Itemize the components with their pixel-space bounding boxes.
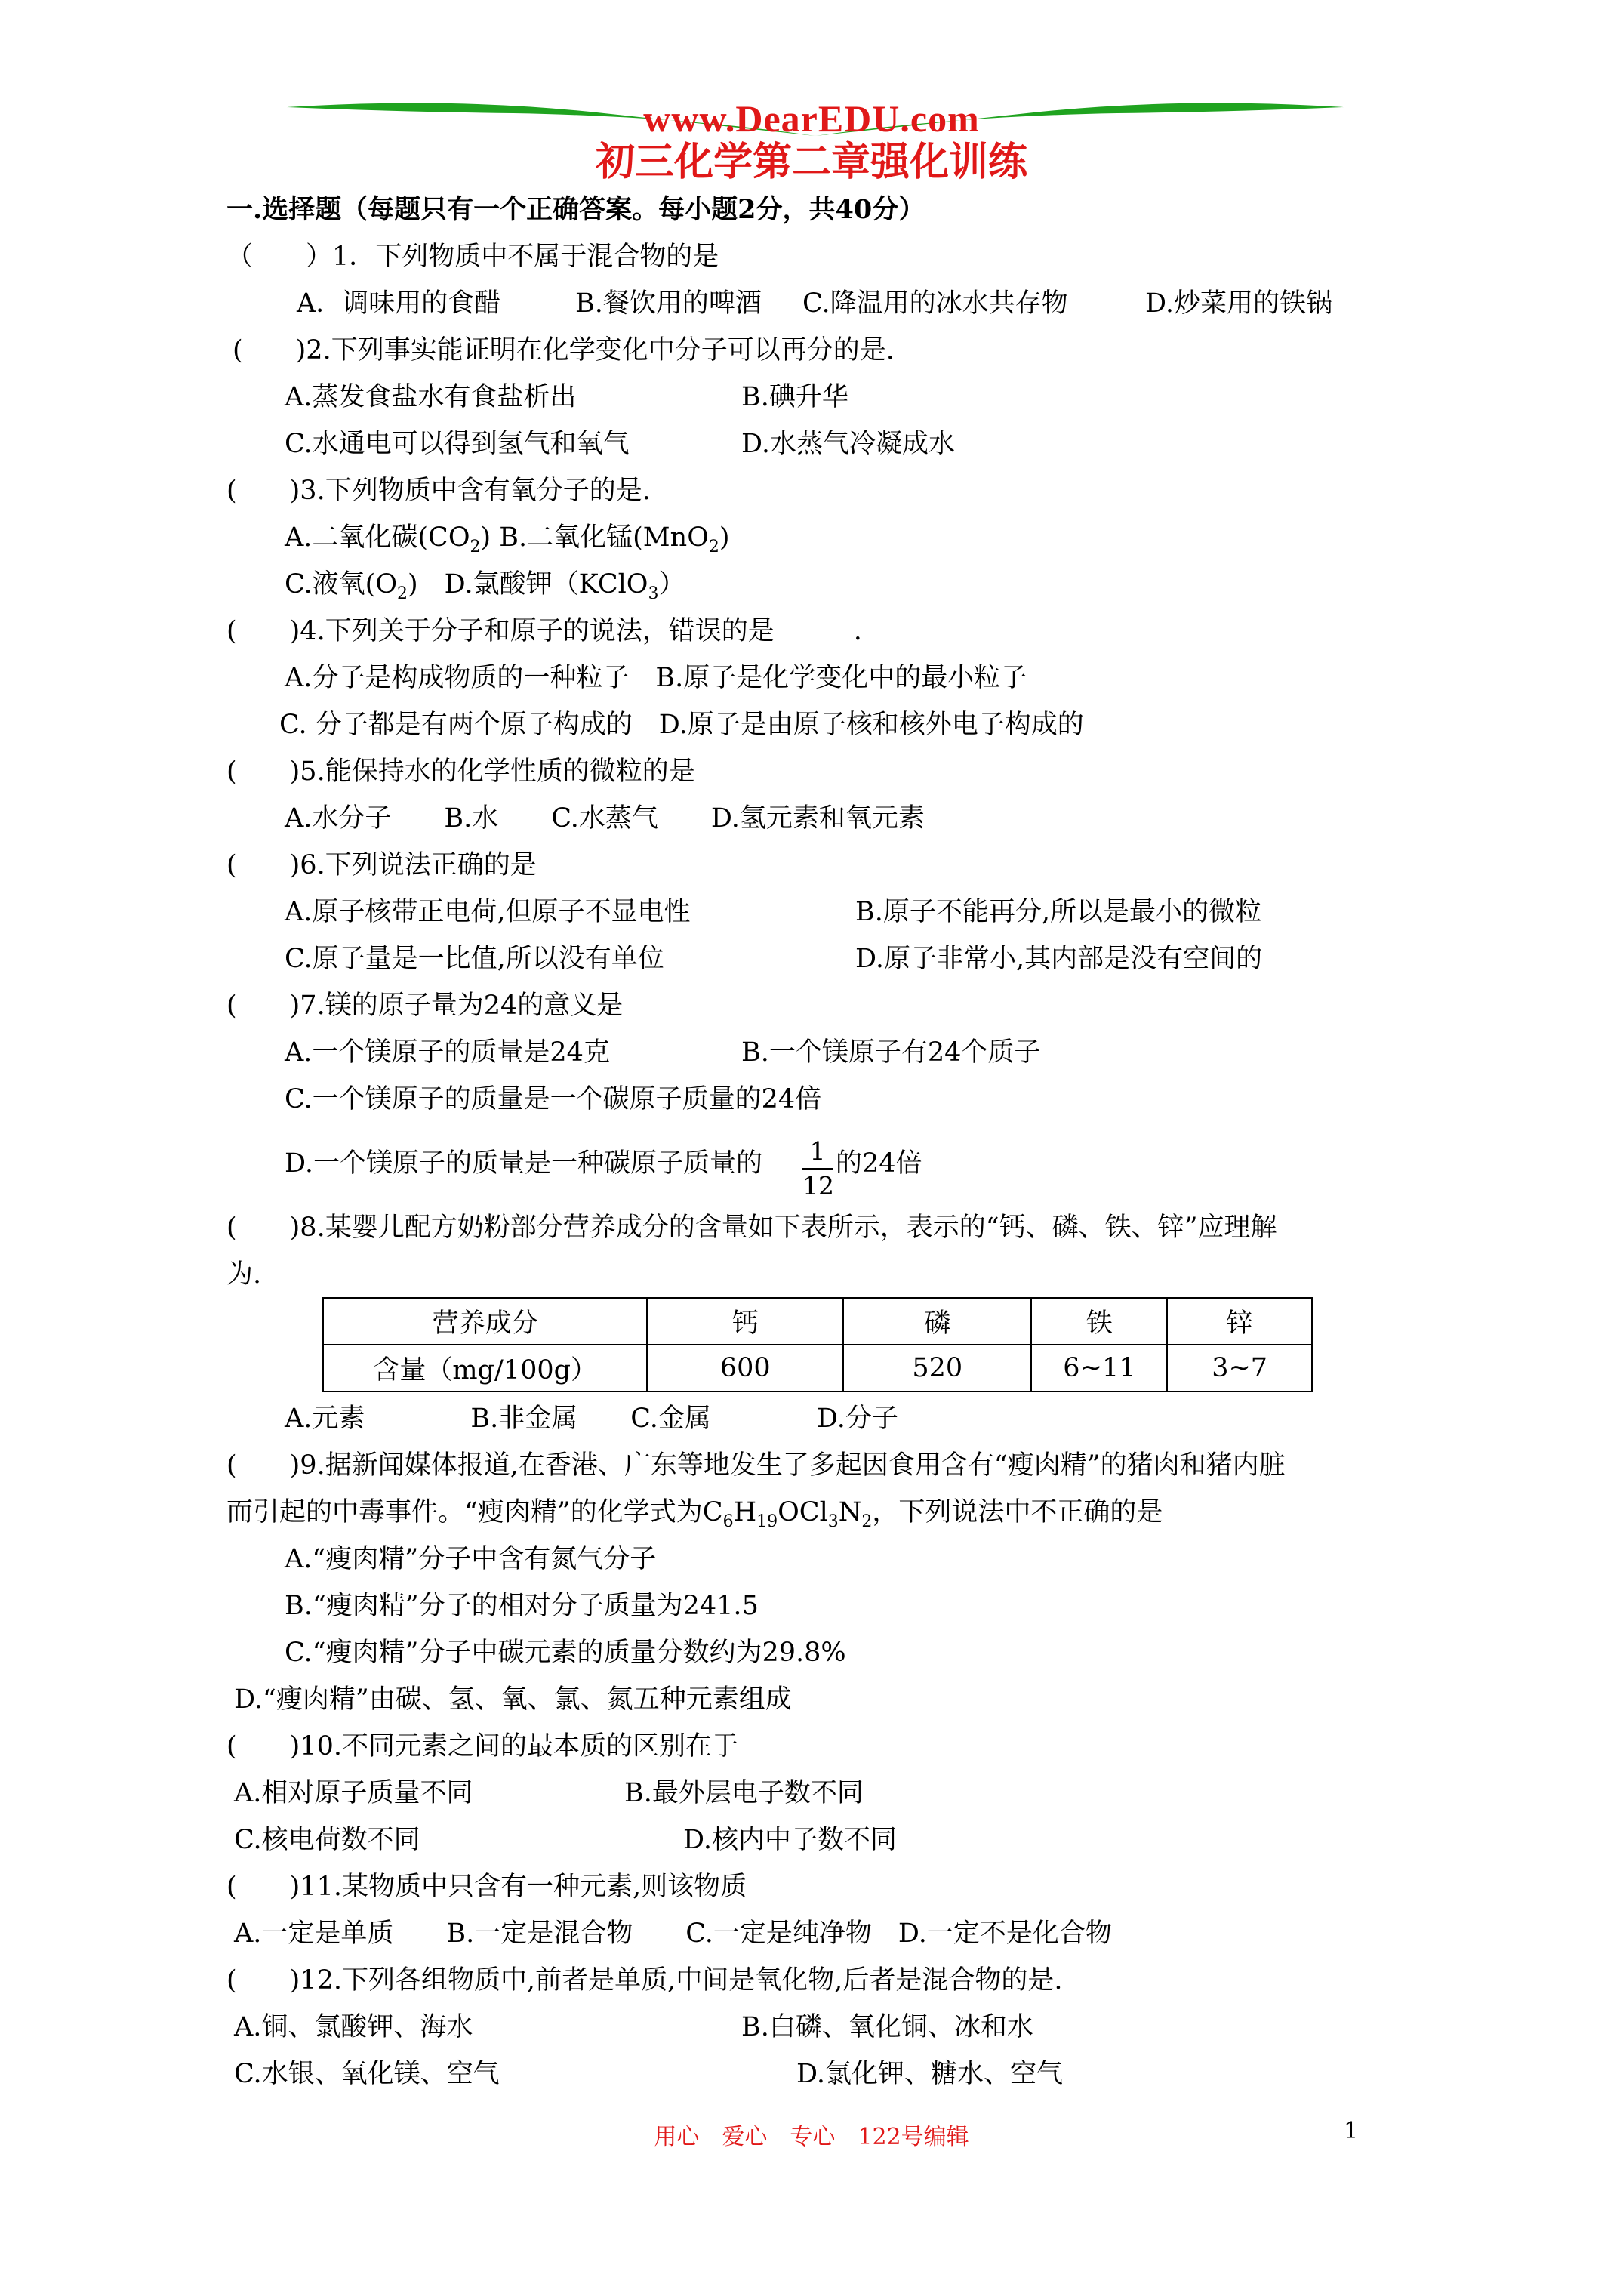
- site-logo: www.DearEDU.com: [643, 97, 980, 140]
- q3-stem: ( )3.下列物质中含有氧分子的是.: [226, 476, 651, 506]
- q1-option-b: B.餐饮用的啤酒: [575, 288, 762, 319]
- q8-stem: ( )8.某婴儿配方奶粉部分营养成分的含量如下表所示，表示的“钙、磷、铁、锌”应理解: [226, 1213, 1277, 1243]
- q1-option-a: A．调味用的食醋: [297, 288, 501, 319]
- page-title: 初三化学第二章强化训练: [595, 139, 1027, 185]
- q3-options-cd: C.液氧$(O_2)$ D.氯酸钾（KClO$_3$）: [285, 569, 685, 603]
- q10-option-d: D.核内中子数不同: [683, 1825, 897, 1855]
- q9-option-d: D.“瘦肉精”由碳、氢、氧、氯、氮五种元素组成: [234, 1684, 792, 1715]
- q6-option-d: D.原子非常小,其内部是没有空间的: [855, 944, 1263, 974]
- q6-option-b: B.原子不能再分,所以是最小的微粒: [855, 897, 1261, 927]
- q5-options: A.水分子 B.水 C.水蒸气 D.氢元素和氧元素: [285, 803, 925, 834]
- q6-option-a: A.原子核带正电荷,但原子不显电性: [285, 897, 691, 927]
- q9-stem: ( )9.据新闻媒体报道,在香港、广东等地发生了多起因食用含有“瘦肉精”的猪肉和猪内脏: [226, 1450, 1286, 1481]
- table-cell: 520: [843, 1345, 1032, 1391]
- q12-option-d: D.氯化钾、糖水、空气: [796, 2059, 1063, 2089]
- q9-option-b: B.“瘦肉精”分子的相对分子质量为241.5: [285, 1591, 759, 1621]
- q7-stem: ( )7.镁的原子量为24的意义是: [226, 991, 624, 1021]
- q2-option-b: B.碘升华: [741, 382, 848, 412]
- fraction-numerator: 1: [802, 1136, 833, 1170]
- q10-option-b: B.最外层电子数不同: [624, 1778, 864, 1808]
- table-cell: 铁: [1031, 1298, 1167, 1345]
- q11-stem: ( )11.某物质中只含有一种元素,则该物质: [226, 1872, 747, 1902]
- q1-stem: （ ）1．下列物质中不属于混合物的是: [226, 242, 719, 272]
- fraction-one-twelfth: [802, 1136, 833, 1201]
- q2-stem: ( )2.下列事实能证明在化学变化中分子可以再分的是.: [233, 335, 895, 365]
- q2-option-a: A.蒸发食盐水有食盐析出: [285, 382, 577, 412]
- q10-stem: ( )10.不同元素之间的最本质的区别在于: [226, 1731, 738, 1761]
- q12-option-c: C.水银、氧化镁、空气: [234, 2059, 500, 2089]
- q9-option-c: C.“瘦肉精”分子中碳元素的质量分数约为29.8%: [285, 1638, 846, 1668]
- q4-options-ab: A.分子是构成物质的一种粒子 B.原子是化学变化中的最小粒子: [285, 663, 1027, 693]
- q9-option-a: A.“瘦肉精”分子中含有氮气分子: [285, 1544, 657, 1574]
- q2-option-c: C.水通电可以得到氢气和氧气: [285, 429, 630, 459]
- table-header-row: [323, 1298, 1312, 1345]
- table-cell: 营养成分: [323, 1298, 647, 1345]
- table-cell: 锌: [1167, 1298, 1312, 1345]
- q7-option-b: B.一个镁原子有24个质子: [741, 1037, 1041, 1068]
- table-row: [323, 1345, 1312, 1391]
- nutrition-table: [322, 1297, 1313, 1392]
- q12-option-b: B.白磷、氧化铜、冰和水: [741, 2012, 1033, 2042]
- q6-stem: ( )6.下列说法正确的是: [226, 850, 537, 880]
- q7-option-d-post: 的24倍: [836, 1148, 922, 1179]
- q4-options-cd: C. 分子都是有两个原子构成的 D.原子是由原子核和核外电子构成的: [279, 710, 1084, 740]
- table-cell: 3~7: [1167, 1345, 1312, 1391]
- q6-option-c: C.原子量是一比值,所以没有单位: [285, 944, 664, 974]
- q9-stem-cont: 而引起的中毒事件。“瘦肉精”的化学式为$C_6H_{19}OCl_3N_2$，下列说法中不正确的是: [226, 1497, 1163, 1531]
- table-cell: 含量（mg/100g）: [323, 1345, 647, 1391]
- q7-option-c: C.一个镁原子的质量是一个碳原子质量的24倍: [285, 1084, 822, 1114]
- q5-stem: ( )5.能保持水的化学性质的微粒的是: [226, 757, 695, 787]
- table-cell: 6~11: [1031, 1345, 1167, 1391]
- table-cell: 磷: [843, 1298, 1032, 1345]
- q7-option-d-pre: D.一个镁原子的质量是一种碳原子质量的: [285, 1148, 762, 1179]
- q10-option-c: C.核电荷数不同: [234, 1825, 420, 1855]
- fraction-denominator: 12: [802, 1171, 834, 1200]
- q7-option-a: A.一个镁原子的质量是24克: [285, 1037, 610, 1068]
- table-cell: 钙: [647, 1298, 843, 1345]
- table-cell: 600: [647, 1345, 843, 1391]
- page-number: 1: [1344, 2118, 1359, 2144]
- q1-option-d: D.炒菜用的铁锅: [1145, 288, 1332, 319]
- q12-stem: ( )12.下列各组物质中,前者是单质,中间是氧化物,后者是混合物的是.: [226, 1965, 1063, 1996]
- q2-option-d: D.水蒸气冷凝成水: [741, 429, 955, 459]
- section-heading: 一.选择题（每题只有一个正确答案。每小题2分，共40分）: [226, 194, 925, 225]
- q1-option-c: C.降温用的冰水共存物: [802, 288, 1068, 319]
- q8-stem-cont: 为.: [226, 1259, 262, 1290]
- q3-options-ab: A.二氧化碳$(CO_2)$ B.二氧化锰(MnO$_2$): [285, 522, 730, 556]
- q11-options: A.一定是单质 B.一定是混合物 C.一定是纯净物 D.一定不是化合物: [234, 1918, 1112, 1949]
- q8-options: A.元素 B.非金属 C.金属 D.分子: [285, 1404, 898, 1434]
- q12-option-a: A.铜、氯酸钾、海水: [234, 2012, 473, 2042]
- q4-stem: ( )4.下列关于分子和原子的说法，错误的是 .: [226, 616, 862, 646]
- page-footer: 用心 爱心 专心 122号编辑: [654, 2124, 969, 2150]
- q10-option-a: A.相对原子质量不同: [234, 1778, 473, 1808]
